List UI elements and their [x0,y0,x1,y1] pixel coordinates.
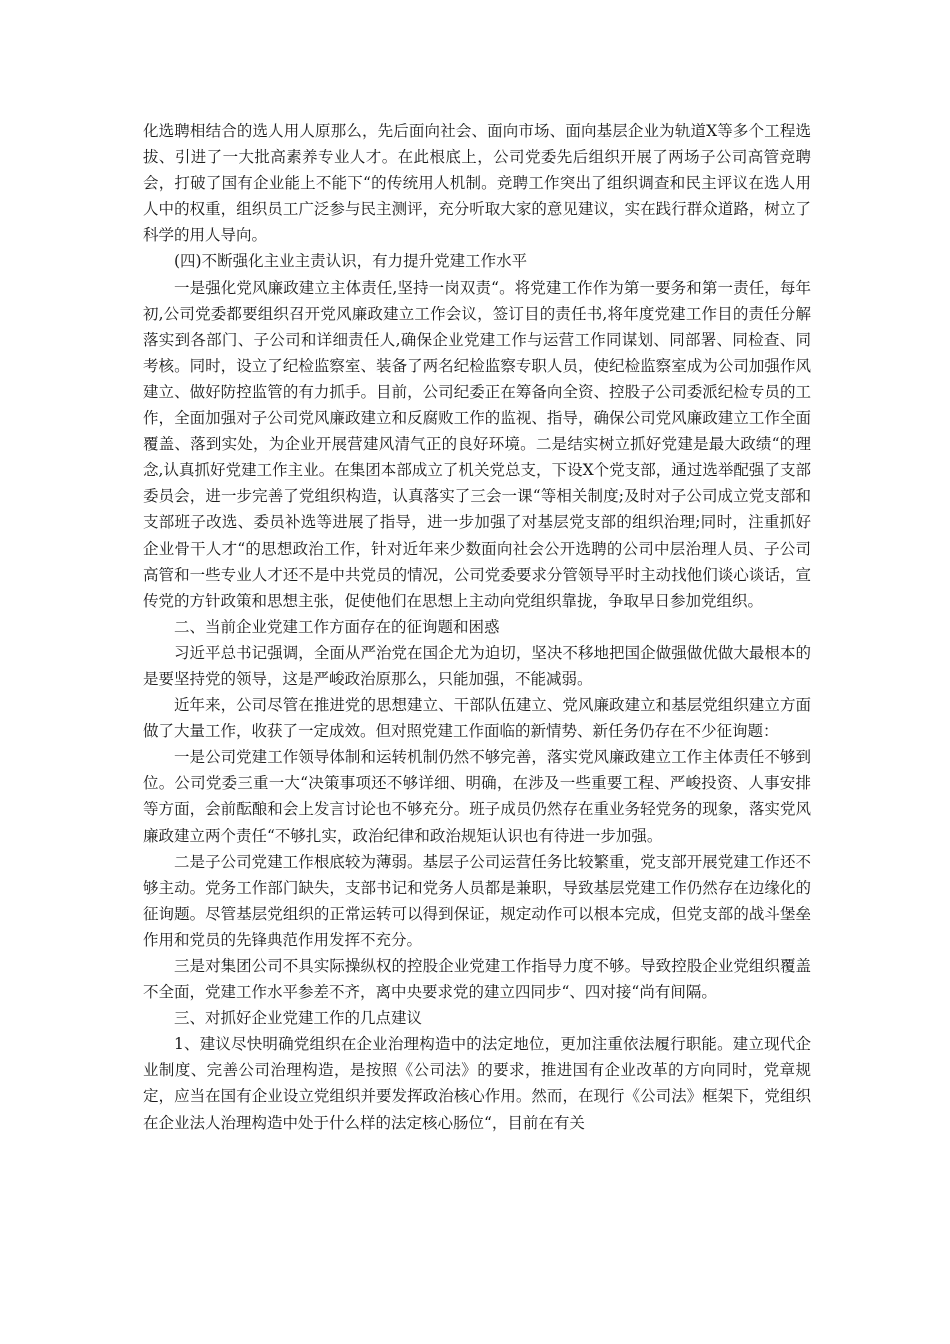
paragraph-3: 习近平总书记强调，全面从严治党在国企尤为迫切，坚决不移地把国企做强做优做大最根本的是要坚持党的领导，这是严峻政治原那么，只能加强，不能减弱。 [143,643,811,688]
document-body [143,118,811,1136]
paragraph-2: 一是强化党风廉政建立主体责任,坚持一岗双责“。将党建工作作为第一要务和第一责任，每年初,公司党委都要组织召开党风廉政建立工作会议，签订目的责任书,将年度党建工作目的责任分解落实到各部门、子公司和详细责任人,确保企业党建工作与运营工作同谋划、同部署、同检查、同考核。同时，设立了纪检监察室、装备了两名纪检监察专职人员，使纪检监察室成为公司加强作风建立、做好防控监管的有力抓手。目前，公司纪委正在筹备向全资、控股子公司委派纪检专员的工作，全面加强对子公司党风廉政建立和反腐败工作的监视、指导，确保公司党风廉政建立工作全面覆盖、落到实处，为企业开展营建风清气正的良好环境。二是结实树立抓好党建是最大政绩“的理念,认真抓好党建工作主业。在集团本部成立了机关党总支，下设X个党支部，通过选举配强了支部委员会，进一步完善了党组织构造，认真落实了三会一课“等相关制度;及时对子公司成立党支部和支部班子改选、委员补选等进展了指导，进一步加强了对基层党支部的组织治理;同时，注重抓好企业骨干人才“的思想政治工作，针对近年来少数面向社会公开选聘的公司中层治理人员、子公司高管和一些专业人才还不是中共党员的情况，公司党委要求分管领导平时主动找他们谈心谈话，宣传党的方针政策和思想主张，促使他们在思想上主动向党组织靠拢，争取早日参加党组织。 [143,278,811,610]
paragraph-8: 1、建议尽快明确党组织在企业治理构造中的法定地位，更加注重依法履行职能。建立现代企业制度、完善公司治理构造，是按照《公司法》的要求，推进国有企业改革的方向同时，党章规定，应当在国有企业设立党组织并要发挥政治核心作用。然而，在现行《公司法》框架下，党组织在企业法人治理构造中处于什么样的法定核心肠位“，目前在有关 [143,1035,811,1132]
paragraph-4: 近年来，公司尽管在推进党的思想建立、干部队伍建立、党风廉政建立和基层党组织建立方面做了大量工作，收获了一定成效。但对照党建工作面临的新情势、新任务仍存在不少征询题： [143,696,811,741]
section-heading-4: (四)不断强化主业主责认识，有力提升党建工作水平 [174,252,528,271]
section-heading-3: 三、对抓好企业党建工作的几点建议 [174,1009,423,1028]
paragraph-5: 一是公司党建工作领导体制和运转机制仍然不够完善，落实党风廉政建立工作主体责任不够到位。公司党委三重一大“决策事项还不够详细、明确，在涉及一些重要工程、严峻投资、人事安排等方面，会前酝酿和会上发言讨论也不够充分。班子成员仍然存在重业务轻党务的现象，落实党风廉政建立两个责任“不够扎实，政治纪律和政治规矩认识也有待进一步加强。 [143,748,811,845]
paragraph-7: 三是对集团公司不具实际操纵权的控股企业党建工作指导力度不够。导致控股企业党组织覆盖不全面，党建工作水平参差不齐，离中央要求党的建立四同步“、四对接“尚有间隔。 [143,957,811,1002]
section-heading-2: 二、当前企业党建工作方面存在的征询题和困惑 [174,617,500,636]
paragraph-6: 二是子公司党建工作根底较为薄弱。基层子公司运营任务比较繁重，党支部开展党建工作还不够主动。党务工作部门缺失，支部书记和党务人员都是兼职，导致基层党建工作仍然存在边缘化的征询题。尽管基层党组织的正常运转可以得到保证，规定动作可以根本完成，但党支部的战斗堡垒作用和党员的先锋典范作用发挥不充分。 [143,852,811,949]
paragraph-1: 化选聘相结合的选人用人原那么，先后面向社会、面向市场、面向基层企业为轨道X等多个工程选拔、引进了一大批高素养专业人才。在此根底上，公司党委先后组织开展了两场子公司高管竞聘会，打破了国有企业能上不能下“的传统用人机制。竞聘工作突出了组织调查和民主评议在选人用人中的权重，组织员工广泛参与民主测评，充分听取大家的意见建议，实在践行群众道路，树立了科学的用人导向。 [143,122,811,245]
